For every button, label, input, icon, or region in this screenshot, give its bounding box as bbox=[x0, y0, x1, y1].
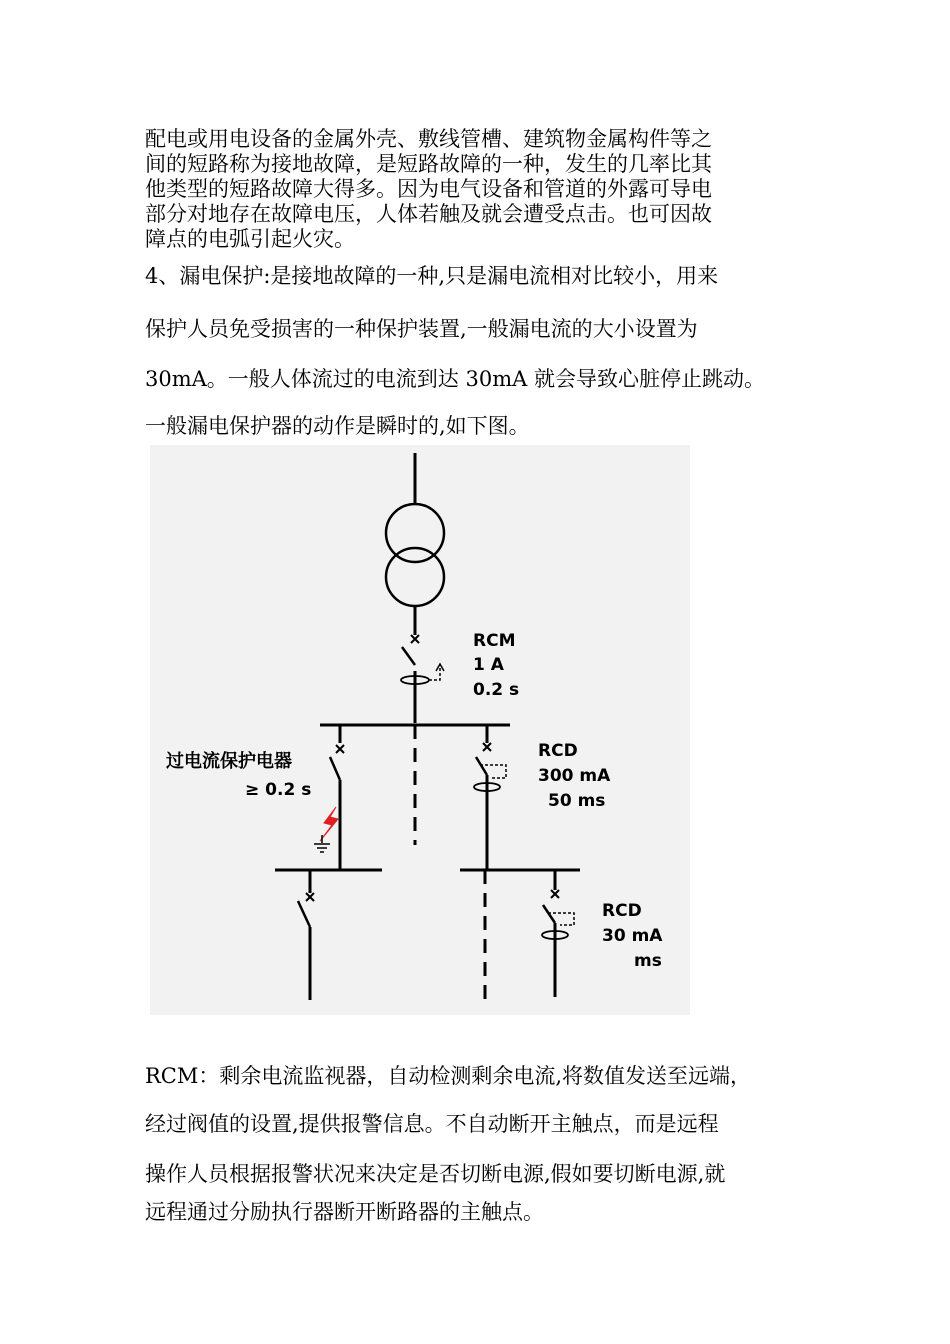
rcd1-current-label: 300 mA bbox=[538, 766, 611, 786]
paragraph-2-line-3: 30mA。一般人体流过的电流到达 30mA 就会导致心脏停止跳动。 bbox=[145, 367, 765, 391]
paragraph-1-line-3: 他类型的短路故障大得多。因为电气设备和管道的外露可导电 bbox=[145, 177, 712, 201]
paragraph-1-line-5: 障点的电弧引起火灾。 bbox=[145, 227, 355, 251]
paragraph-2-line-4: 一般漏电保护器的动作是瞬时的,如下图。 bbox=[145, 414, 530, 438]
rcd1-name-label: RCD bbox=[538, 741, 578, 761]
paragraph-1-line-2: 间的短路称为接地故障，是短路故障的一种，发生的几率比其 bbox=[145, 152, 712, 176]
rcm-current-label: 1 A bbox=[473, 655, 504, 675]
rcd1-time-label: 50 ms bbox=[548, 791, 606, 811]
overcurrent-name-label: 过电流保护电器 bbox=[166, 751, 292, 772]
paragraph-1-line-4: 部分对地存在故障电压，人体若触及就会遭受点击。也可因故 bbox=[145, 202, 712, 226]
paragraph-3-line-1: RCM：剩余电流监视器，自动检测剩余电流,将数值发送至远端， bbox=[145, 1064, 752, 1088]
rcd2-time-label: ms bbox=[634, 951, 662, 971]
paragraph-3-line-4: 远程通过分励执行器断开断路器的主触点。 bbox=[145, 1200, 544, 1224]
paragraph-3-line-3: 操作人员根据报警状况来决定是否切断电源,假如要切断电源,就 bbox=[145, 1162, 726, 1186]
paragraph-2-line-1: 4、漏电保护:是接地故障的一种,只是漏电流相对比较小，用来 bbox=[145, 264, 719, 288]
paragraph-1-line-1: 配电或用电设备的金属外壳、敷线管槽、建筑物金属构件等之 bbox=[145, 127, 712, 151]
rcd2-current-label: 30 mA bbox=[602, 926, 663, 946]
overcurrent-time-label: ≥ 0.2 s bbox=[245, 780, 312, 800]
rcm-time-label: 0.2 s bbox=[473, 680, 520, 700]
rcd2-name-label: RCD bbox=[602, 901, 642, 921]
diagram-svg bbox=[150, 445, 690, 1015]
rcm-name-label: RCM bbox=[473, 631, 516, 651]
paragraph-2-line-2: 保护人员免受损害的一种保护装置,一般漏电流的大小设置为 bbox=[145, 317, 698, 341]
leakage-protection-diagram bbox=[150, 445, 690, 1015]
paragraph-3-line-2: 经过阀值的设置,提供报警信息。不自动断开主触点，而是远程 bbox=[145, 1112, 719, 1136]
